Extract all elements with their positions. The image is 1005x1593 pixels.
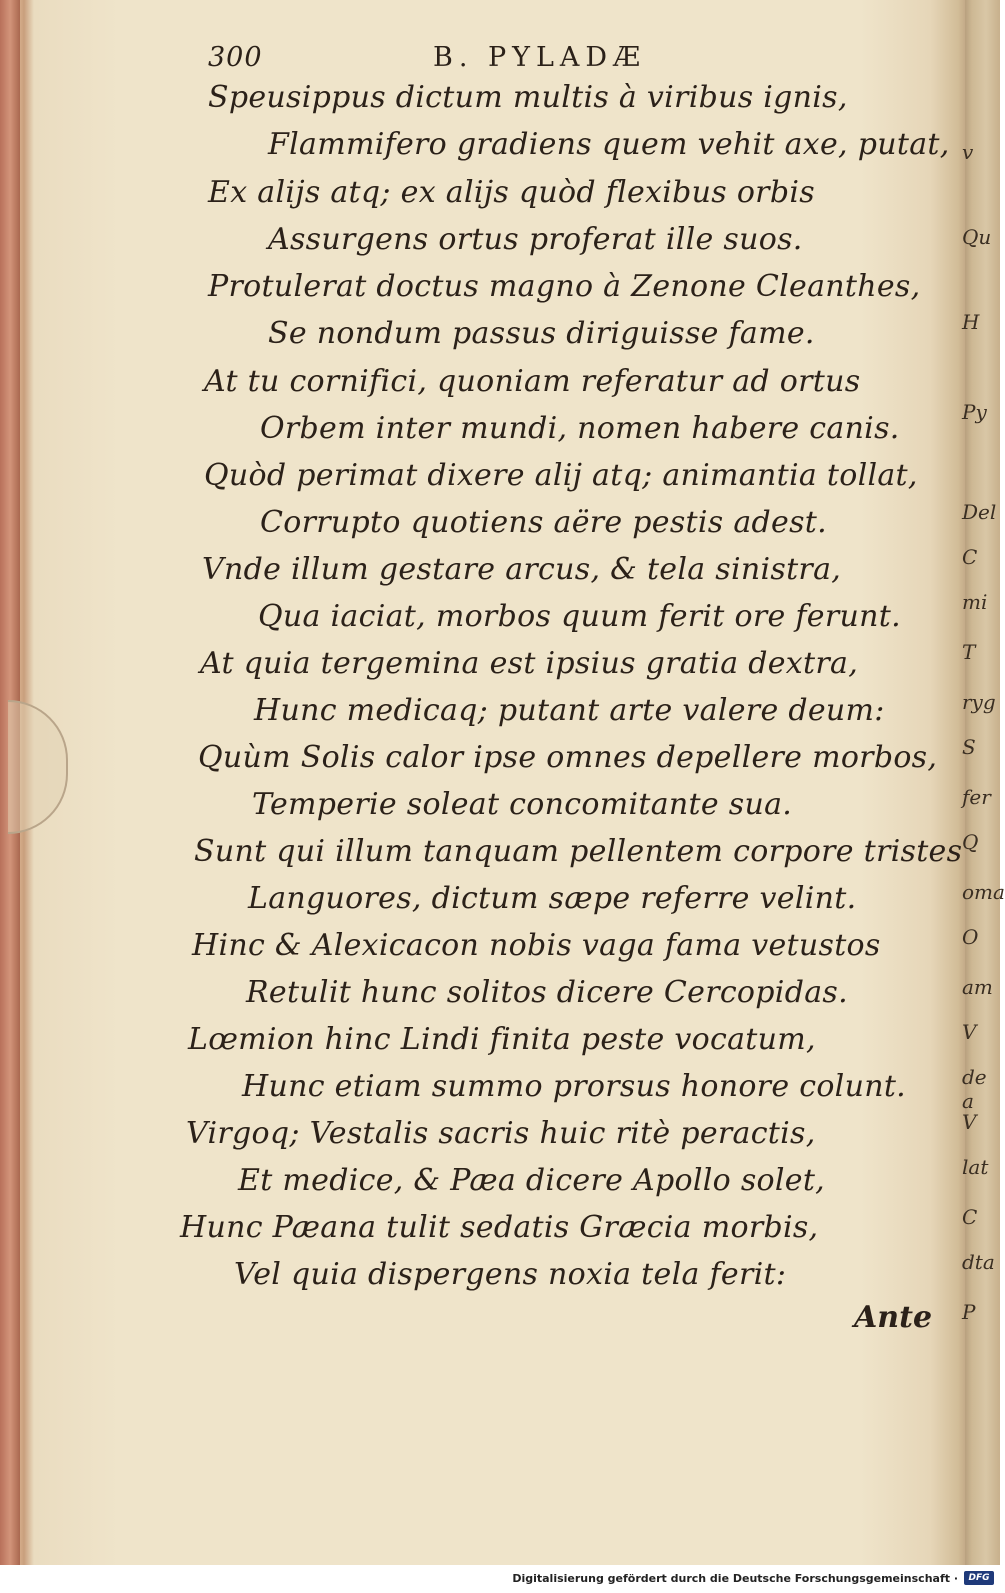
- margin-fragment: V: [962, 1110, 977, 1134]
- margin-fragment: Py: [962, 400, 987, 424]
- margin-fragment: ryg: [962, 690, 996, 714]
- verse-line: Hunc medicaq; putant arte valere deum:: [254, 693, 885, 728]
- verse-line: Flammifero gradiens quem vehit axe, putat,: [268, 127, 950, 162]
- verse-line: Sunt qui illum tanquam pellentem corpore tristes: [194, 834, 963, 869]
- verse-line: Vel quia dispergens noxia tela ferit:: [234, 1257, 787, 1292]
- margin-fragment: mi: [962, 590, 988, 614]
- verse-line: Se nondum passus diriguisse fame.: [268, 316, 815, 351]
- verse-line: Quòd perimat dixere alij atq; animantia tollat,: [204, 458, 918, 493]
- margin-fragment: H: [962, 310, 980, 334]
- margin-fragment: de a: [962, 1065, 987, 1113]
- verse-line: Vnde illum gestare arcus, & tela sinistra,: [202, 552, 842, 587]
- margin-fragment: S: [962, 735, 976, 759]
- margin-fragment: P: [962, 1300, 976, 1324]
- verse-line: Quùm Solis calor ipse omnes depellere morbos,: [198, 740, 938, 775]
- margin-fragment: lat: [962, 1155, 989, 1179]
- verse-line: At tu cornifici, quoniam referatur ad ortus: [204, 364, 861, 399]
- verse-line: Lœmion hinc Lindi finita peste vocatum,: [188, 1022, 816, 1057]
- verse-line: At quia tergemina est ipsius gratia dextra,: [200, 646, 859, 681]
- facing-page-fragments: [960, 0, 1005, 1565]
- margin-fragment: oma: [962, 880, 1005, 904]
- verse-line: Ex alijs atq; ex alijs quòd flexibus orbis: [208, 175, 815, 210]
- margin-fragment: C: [962, 545, 978, 569]
- page-header: [208, 42, 908, 82]
- running-title: B. PYLADÆ: [433, 42, 647, 73]
- verse-line: Assurgens ortus proferat ille suos.: [268, 222, 803, 257]
- margin-fragment: T: [962, 640, 976, 664]
- funding-credit: Digitalisierung gefördert durch die Deutsche Forschungsgemeinschaft ·: [512, 1572, 958, 1585]
- book-page: [28, 0, 963, 1565]
- verse-line: Speusippus dictum multis à viribus ignis,: [208, 80, 848, 115]
- verse-line: Temperie soleat concomitante sua.: [252, 787, 793, 822]
- margin-fragment: fer: [962, 785, 991, 809]
- verse-line: Hinc & Alexicacon nobis vaga fama vetustos: [192, 928, 881, 963]
- verse-line: Orbem inter mundi, nomen habere canis.: [260, 411, 900, 446]
- margin-fragment: dta: [962, 1250, 995, 1274]
- verse-line: Corrupto quotiens aëre pestis adest.: [260, 505, 827, 540]
- margin-fragment: V: [962, 1020, 977, 1044]
- margin-fragment: Del: [962, 500, 997, 524]
- margin-fragment: Q: [962, 830, 979, 854]
- margin-fragment: O: [962, 925, 979, 949]
- dfg-logo-icon: DFG: [964, 1571, 994, 1585]
- verse-line: Hunc etiam summo prorsus honore colunt.: [242, 1069, 907, 1104]
- verse-line: Virgoq; Vestalis sacris huic ritè peractis,: [186, 1116, 816, 1151]
- margin-fragment: v: [962, 140, 974, 164]
- verse-line: Et medice, & Pæa dicere Apollo solet,: [238, 1163, 826, 1198]
- digitization-footer: [0, 1565, 1000, 1593]
- verse-line: Languores, dictum sæpe referre velint.: [248, 881, 857, 916]
- verse-line: Hunc Pæana tulit sedatis Græcia morbis,: [180, 1210, 819, 1245]
- verse-line: Qua iaciat, morbos quum ferit ore ferunt.: [258, 599, 901, 634]
- margin-fragment: C: [962, 1205, 978, 1229]
- page-number: 300: [208, 42, 263, 73]
- catchword: Ante: [854, 1300, 933, 1335]
- margin-fragment: am: [962, 975, 993, 999]
- margin-fragment: Qu: [962, 225, 992, 249]
- verse-line: Protulerat doctus magno à Zenone Cleanthes,: [208, 269, 921, 304]
- verse-line: Retulit hunc solitos dicere Cercopidas.: [246, 975, 848, 1010]
